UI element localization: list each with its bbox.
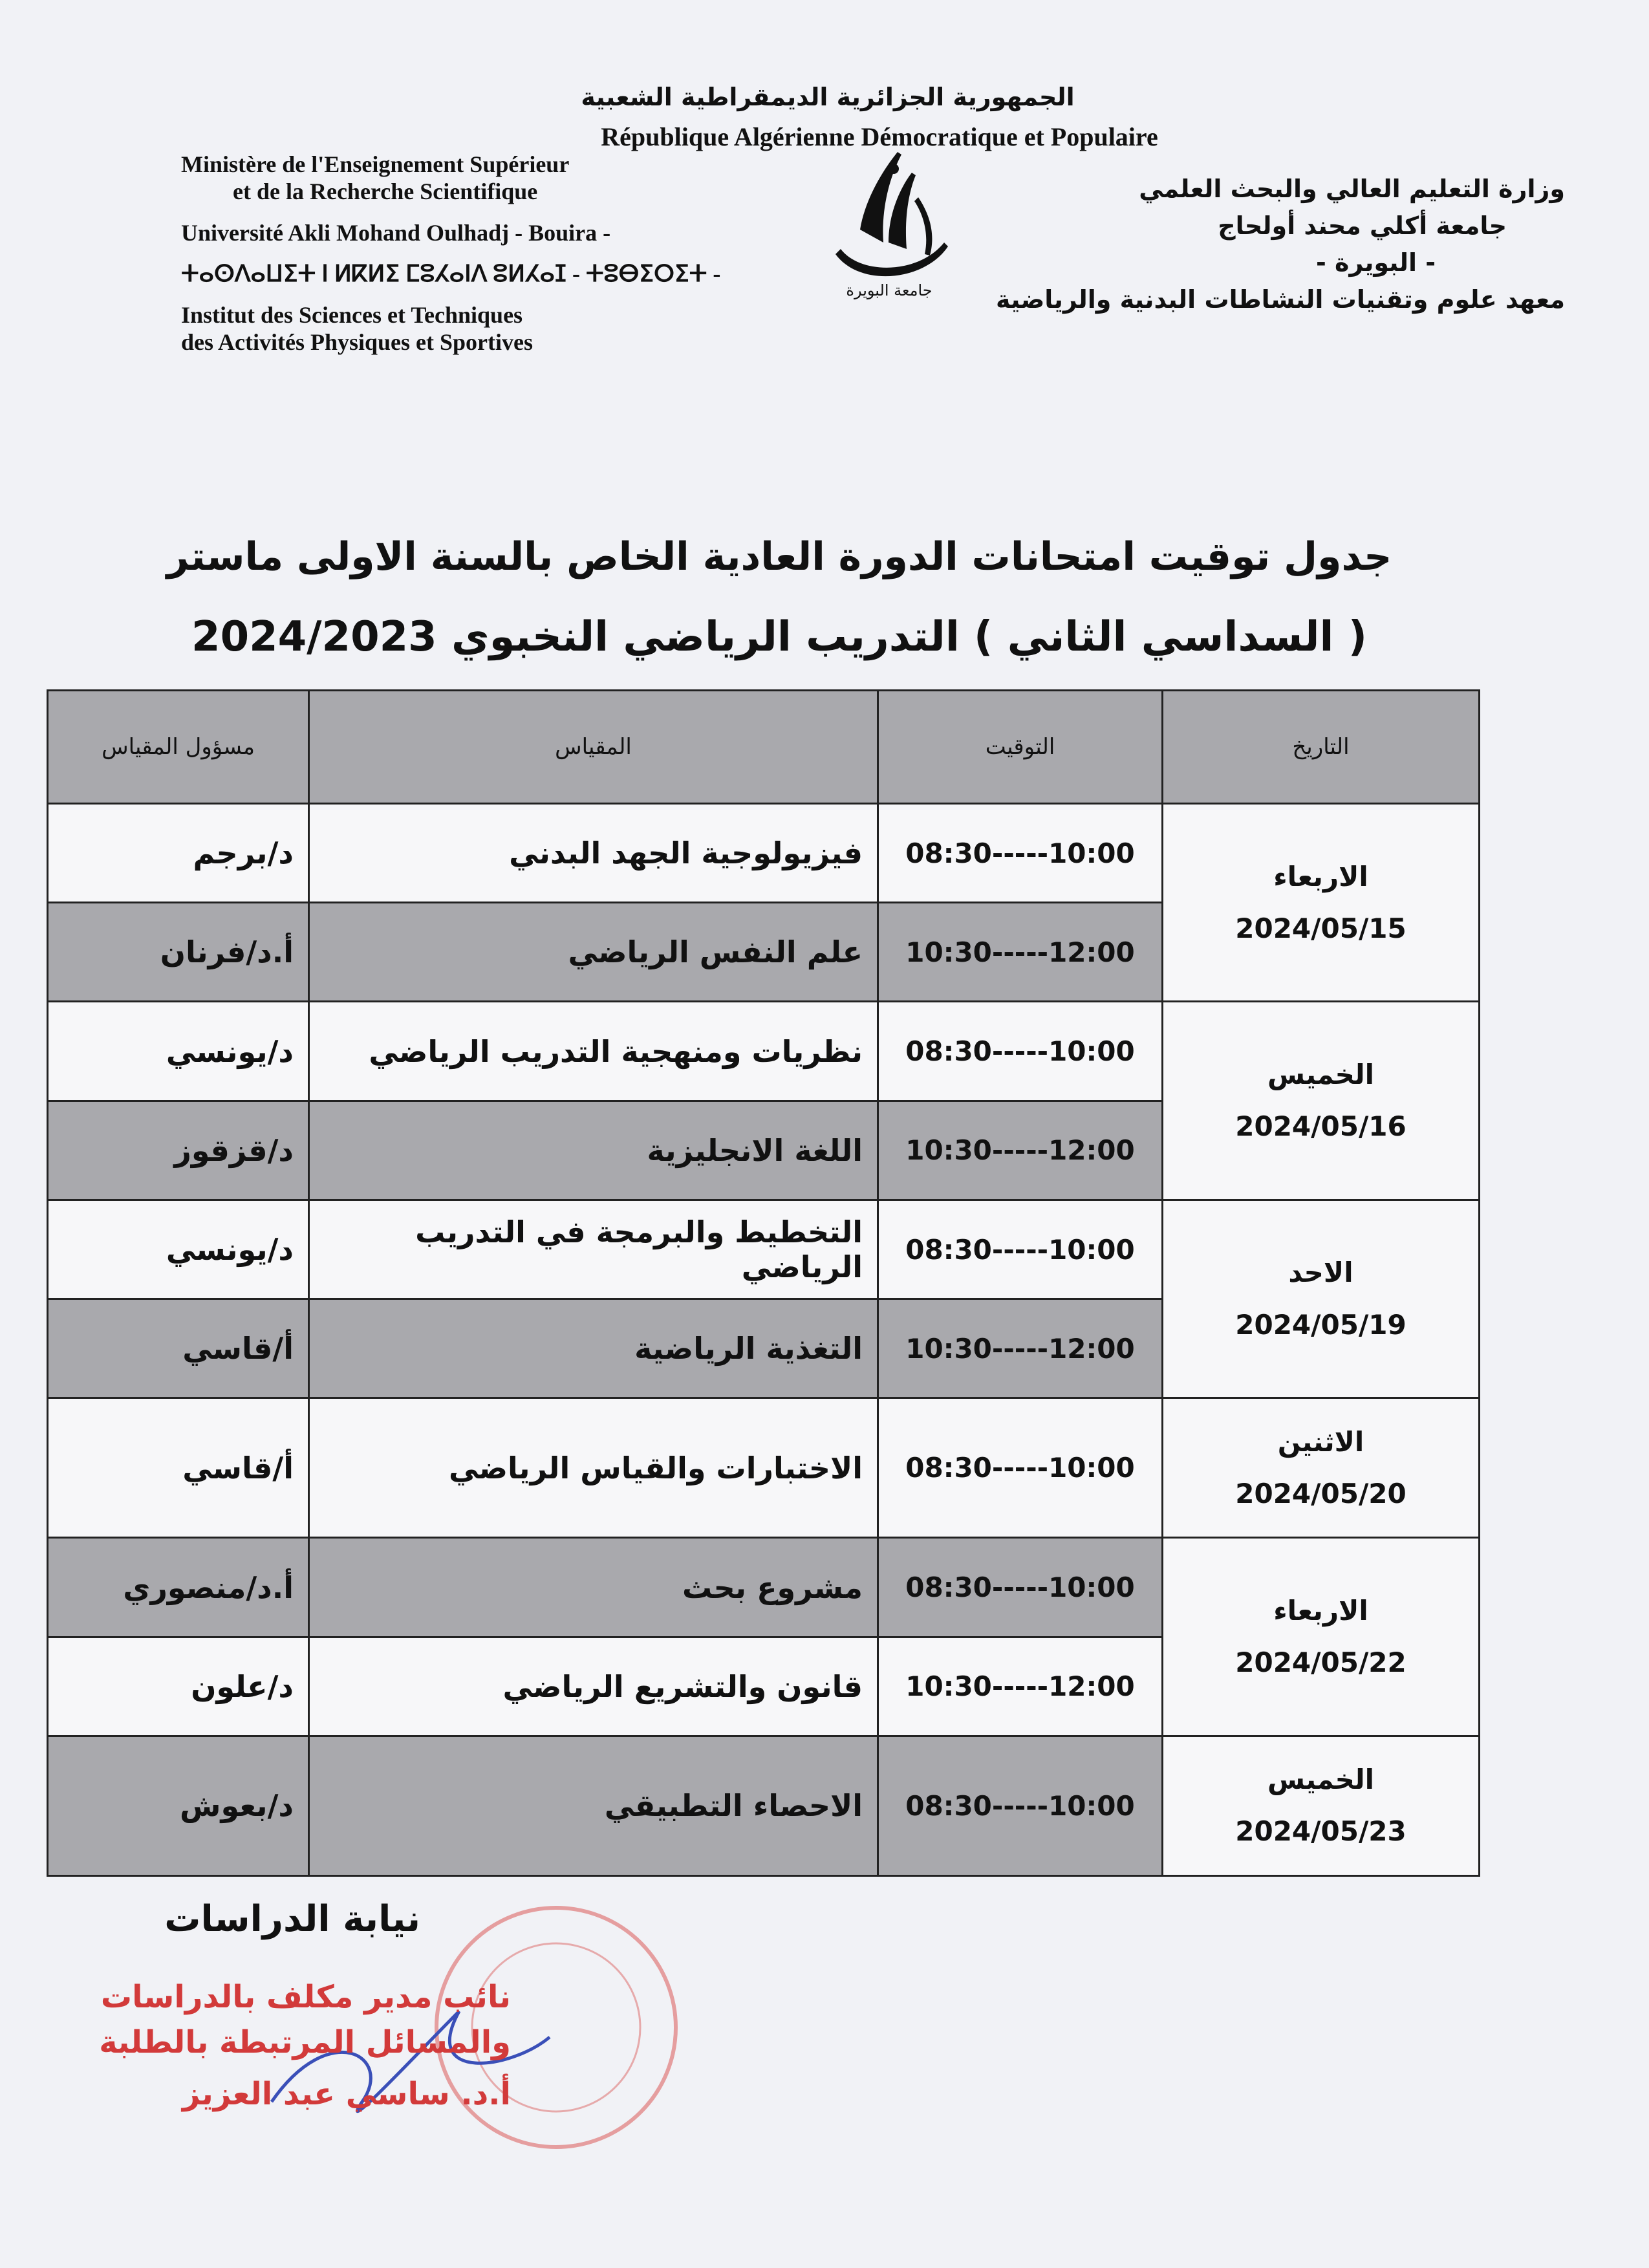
date-cell — [1163, 1538, 1480, 1736]
exam-module: الاحصاء التطبيقي — [309, 1736, 878, 1875]
document-subtitle: ( السداسي الثاني ) التدريب الرياضي النخبوي 2024/2023 — [191, 613, 1367, 661]
date-cell — [1163, 1736, 1480, 1875]
exam-responsible: أ/قاسي — [48, 1398, 309, 1538]
exam-date: 2024/05/19 — [1235, 1308, 1406, 1341]
fr-institute-line2: des Activités Physiques et Sportives — [181, 329, 533, 355]
exam-time: 10:30-----12:00 — [878, 1299, 1163, 1398]
studies-office-label: نيابة الدراسات — [164, 1898, 420, 1940]
exam-time: 08:30-----10:00 — [878, 1002, 1163, 1101]
document-title: جدول توقيت امتحانات الدورة العادية الخاص بالسنة الاولى ماستر — [166, 534, 1392, 579]
tifinagh-university: ⵜⴰⵙⴷⴰⵡⵉⵜ ⵏ ⵍⴽⵍⵉ ⵎⵓⵃⴰⵏⴷ ⵓⵍⵃⴰⵊ - ⵜⵓⴱⵉⵔⵉⵜ - — [181, 261, 721, 287]
date-cell — [1163, 804, 1480, 1002]
table-row — [48, 1538, 1480, 1637]
header-responsible: مسؤول المقياس — [48, 691, 309, 804]
ar-city: - البويرة - — [1316, 248, 1436, 277]
header-fr-republic: République Algérienne Démocratique et Populaire — [601, 122, 1158, 151]
university-logo — [821, 146, 957, 301]
exam-module: مشروع بحث — [309, 1538, 878, 1637]
exam-time: 08:30-----10:00 — [878, 1200, 1163, 1299]
exam-date: 2024/05/22 — [1235, 1647, 1406, 1679]
exam-time: 10:30-----12:00 — [878, 903, 1163, 1002]
header-left-block — [181, 151, 731, 356]
exam-date: 2024/05/23 — [1235, 1815, 1406, 1848]
exam-responsible: د/يونسي — [48, 1200, 309, 1299]
exam-day: الاربعاء — [1273, 860, 1368, 892]
table-row — [48, 1736, 1480, 1875]
exam-date: 2024/05/15 — [1235, 912, 1406, 944]
header-module: المقياس — [309, 691, 878, 804]
exam-day: الاثنين — [1277, 1425, 1364, 1458]
date-cell — [1163, 1200, 1480, 1398]
exam-module: اللغة الانجليزية — [309, 1101, 878, 1200]
exam-time: 08:30-----10:00 — [878, 804, 1163, 903]
exam-day: الخميس — [1267, 1059, 1375, 1091]
table-header-row — [48, 691, 1480, 804]
header-date: التاريخ — [1163, 691, 1480, 804]
fr-institute-line1: Institut des Sciences et Techniques — [181, 302, 523, 328]
date-cell — [1163, 1002, 1480, 1200]
header-time: التوقيت — [878, 691, 1163, 804]
exam-responsible: د/علون — [48, 1637, 309, 1736]
exam-responsible: د/يونسي — [48, 1002, 309, 1101]
exam-day: الاربعاء — [1273, 1594, 1368, 1626]
exam-responsible: د/قزقوز — [48, 1101, 309, 1200]
exam-module: الاختبارات والقياس الرياضي — [309, 1398, 878, 1538]
fr-university: Université Akli Mohand Oulhadj - Bouira - — [181, 219, 611, 246]
exam-time: 08:30-----10:00 — [878, 1538, 1163, 1637]
date-cell — [1163, 1398, 1480, 1538]
exam-time: 10:30-----12:00 — [878, 1637, 1163, 1736]
header-right-block — [983, 171, 1565, 318]
stamp-line2: والمسائل المرتبطة بالطلبة — [99, 2024, 511, 2060]
table-row — [48, 1200, 1480, 1299]
exam-time: 10:30-----12:00 — [878, 1101, 1163, 1200]
exam-responsible: أ/قاسي — [48, 1299, 309, 1398]
fr-ministry-line2: et de la Recherche Scientifique — [233, 178, 538, 204]
exam-schedule-table — [47, 689, 1480, 1877]
exam-module: التخطيط والبرمجة في التدريب الرياضي — [309, 1200, 878, 1299]
logo-caption: جامعة البويرة — [846, 281, 932, 299]
exam-module: التغذية الرياضية — [309, 1299, 878, 1398]
exam-day: الخميس — [1267, 1764, 1375, 1796]
exam-responsible: أ.د/منصوري — [48, 1538, 309, 1637]
exam-responsible: د/برجم — [48, 804, 309, 903]
ar-institute: معهد علوم وتقنيات النشاطات البدنية والرياضية — [996, 285, 1565, 314]
ar-ministry: وزارة التعليم العالي والبحث العلمي — [1139, 175, 1565, 203]
exam-module: قانون والتشريع الرياضي — [309, 1637, 878, 1736]
exam-day: الاحد — [1288, 1257, 1353, 1289]
exam-responsible: أ.د/فرنان — [48, 903, 309, 1002]
header-ar-republic: الجمهورية الجزائرية الديمقراطية الشعبية — [581, 83, 1075, 111]
exam-module: فيزيولوجية الجهد البدني — [309, 804, 878, 903]
table-row — [48, 1398, 1480, 1538]
exam-module: علم النفس الرياضي — [309, 903, 878, 1002]
exam-responsible: د/بعوش — [48, 1736, 309, 1875]
table-body — [48, 804, 1480, 1876]
table-row — [48, 804, 1480, 903]
stamp-line1: نائب مدير مكلف بالدراسات — [100, 1979, 511, 2015]
exam-date: 2024/05/20 — [1235, 1477, 1406, 1509]
exam-date: 2024/05/16 — [1235, 1110, 1406, 1143]
fr-ministry-line1: Ministère de l'Enseignement Supérieur — [181, 151, 570, 177]
exam-time: 08:30-----10:00 — [878, 1736, 1163, 1875]
ar-university: جامعة أكلي محند أولحاج — [1218, 211, 1507, 240]
exam-module: نظريات ومنهجية التدريب الرياضي — [309, 1002, 878, 1101]
table-row — [48, 1002, 1480, 1101]
exam-time: 08:30-----10:00 — [878, 1398, 1163, 1538]
stamp-line3: أ.د. ساسي عبد العزيز — [182, 2076, 511, 2112]
